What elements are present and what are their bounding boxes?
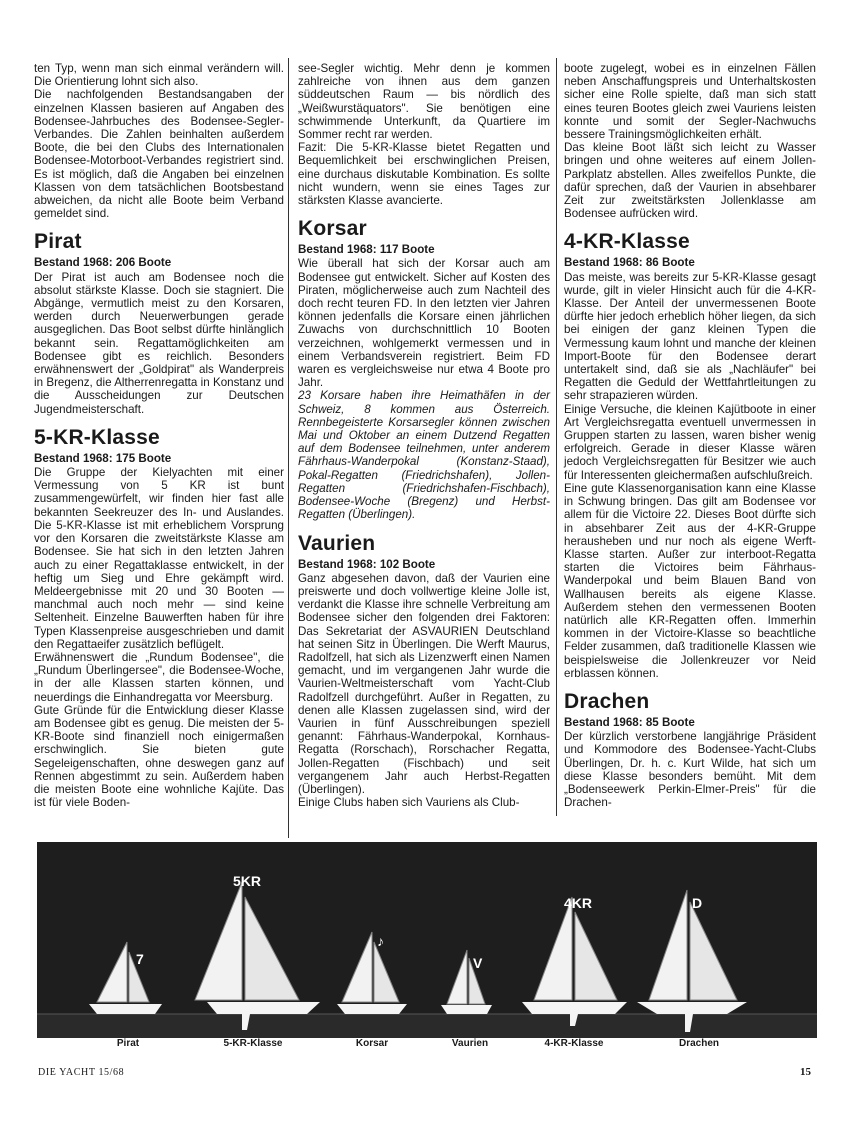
sail-mark-4kr: 4KR	[564, 895, 593, 911]
caption-drachen: Drachen	[678, 1038, 719, 1049]
body-paragraph: Das kleine Boot läßt sich leicht zu Wasser bringen und ohne weiteres auf einem Jollen-Parkplatz abstellen. Alles zweifellos Punkte, die dafür sprechen, daß der Vaurien in absehbarer Zeit zur zweitstärksten Jollenklasse am Bodensee aufrücken wird.	[564, 141, 816, 221]
body-paragraph: Erwähnenswert die „Rundum Bodensee", die „Rundum Überlingersee", die Bodensee-Woche, in der alle Klassen starten können, und neuerdings die Einhandregatta vor Meersburg.	[34, 650, 284, 704]
intro-paragraph: ten Typ, wenn man sich einmal verändern will. Die Orientierung lohnt sich also.	[34, 62, 284, 89]
sail-mark-5kr: 5KR	[233, 873, 262, 889]
body-paragraph: see-Segler wichtig. Mehr denn je kommen zahlreiche von ihnen aus dem ganzen süddeutschen Raum — bis nördlich des „Weißwurstäquators". Sie benötigen eine schwimmende Unterkunft, da Quartiere im Sommer recht rar werden.	[298, 62, 550, 142]
caption-pirat: Pirat	[116, 1038, 140, 1049]
body-paragraph: 23 Korsare haben ihre Heimathäfen in der Schweiz, 8 kommen aus Österreich. Rennbegeisterte Korsarsegler können zwischen Mai und Oktober an einem Dutzend Regatten auf dem Bodensee teilnehmen, unter anderem Fährhaus-Wanderpokal (Konstanz-Staad), Pokal-Regatten (Friedrichshafen), Jollen-Regatten (Friedrichshafen-Fischbach), Bodensee-Woche (Bregenz) und Herbst-Regatten (Überlingen).	[298, 389, 550, 522]
body-paragraph: Wie überall hat sich der Korsar auch am Bodensee gut entwickelt. Sicher auf Kosten des Piraten, möglicherweise auch zum Nachteil des doch recht teuren FD. In den letzten vier Jahren können jedenfalls die Korsare einen jährlichen Zuwachs von durchschnittlich 10 Booten verzeichnen, wohlgemerkt vermessen und in einem Verbandsverein registriert. Beim FD waren es vergleichsweise nur etwa 4 Boote pro Jahr.	[298, 257, 550, 390]
sail-mark-korsar: ♪	[377, 933, 384, 949]
section-subheading-vaurien: Bestand 1968: 102 Boote	[298, 557, 436, 571]
section-heading-pirat: Pirat	[34, 230, 82, 254]
body-paragraph: Der Pirat ist auch am Bodensee noch die absolut stärkste Klasse. Doch sie stagniert. Die Abgänge, vermutlich meist zu den Korsaren, werden durch Neuerwerbungen gerade ausgeglichen. Das Boot selbst dürfte hinlänglich bekannt sein. Regattamöglichkeiten am Bodensee gibt es reichlich. Besonders erwähnenswert der „Goldpirat" als Wanderpreis in Bregenz, die Altherrenregatta in Konstanz und die Ausscheidungen zur Deutschen Jugendmeisterschaft.	[34, 270, 284, 416]
boat-size-illustration	[37, 842, 817, 1038]
section-heading-vaurien: Vaurien	[298, 531, 376, 555]
body-paragraph: Die Gruppe der Kielyachten mit einer Vermessung von 5 KR ist bunt zusammengewürfelt, wir finden hier fast alle bekannten Seekreuzer des In- und Auslandes. Die 5-KR-Klasse ist mit erheblichem Vorsprung vor den Korsaren die zweitstärkste Klasse am Bodensee. Sie hat sich in den letzten Jahren auch zu einer Regattaklasse entwickelt, in der heftig um Sieg und Ehre gekämpft wird. Meldeergebnisse mit 20 und 30 Booten — manchmal auch noch mehr — sind keine Seltenheit. Einzelne Bauwerften haben für ihre Typen Klassenpreise ausgeschrieben und damit den Regattaeifer zusätzlich beflügelt.	[34, 466, 284, 651]
body-paragraph: boote zugelegt, wobei es in einzelnen Fällen neben Anschaffungspreis und Unterhaltskosten sicher eine Rolle spielte, daß man sich statt eines teuren Bootes gleich zwei Vauriens leisten konnte und somit der Segler-Nachwuchs bessere Trainingsmöglichkeiten erhält.	[564, 62, 816, 142]
section-subheading-pirat: Bestand 1968: 206 Boote	[34, 256, 172, 270]
body-paragraph: Das meiste, was bereits zur 5-KR-Klasse gesagt wurde, gilt in vieler Hinsicht auch für die 4-KR-Klasse. Der Anteil der unvermessenen Boote dürfte hier jedoch erheblich höher liegen, da sich bei einigen der ganz kleinen Typen die Vermessung kaum lohnt und manche der kleinen Import-Boote für den Bodensee derart untertakelt sind, daß sie als „Nachläufer" bei Regatten die Geduld der Wettfahrtleitungen zu sehr strapazieren würden.	[564, 270, 816, 403]
body-paragraph: Eine gute Klassenorganisation kann eine Klasse in Schwung bringen. Das gilt am Bodensee vor allem für die Victoire 22. Dieses Boot dürfte sich in absehbarer Zeit aus der 4-KR-Gruppe herausheben und nur noch als eigene Werft-Klasse starten. Außer zur interboot-Regatta starten die Victoires beim Fährhaus-Wanderpokal und beim Blauen Band von Wallhausen bereits als eigene Klasse. Außerdem stehen den vermessenen Booten natürlich alle KR-Regatten offen. Immerhin kommen in der Victoire-Klasse so beachtliche Felder zusammen, daß traditionelle Klassen wie beispielsweise die Jollenkreuzer vor Neid erblassen können.	[564, 481, 816, 680]
section-subheading-korsar: Bestand 1968: 117 Boote	[298, 243, 435, 257]
body-paragraph: Fazit: Die 5-KR-Klasse bietet Regatten und Bequemlichkeit bei erschwinglichen Preisen, eine durchaus diskutable Kombination. Es sollte nicht wundern, wenn sie eines Tages zur stärksten Klasse avancierte.	[298, 141, 550, 208]
section-heading-drachen: Drachen	[564, 689, 650, 713]
sail-mark-drachen: D	[692, 895, 703, 911]
body-paragraph: Der kürzlich verstorbene langjährige Präsident und Kommodore des Bodensee-Yacht-Clubs Überlingen, Dr. h. c. Kurt Wilde, hat sich um diese Klasse besonders bemüht. Mit dem „Bodenseewerk Perkin-Elmer-Preis" für die Drachen-	[564, 730, 816, 810]
column-rule-2	[556, 58, 557, 816]
column-3	[564, 62, 816, 809]
section-subheading-drachen: Bestand 1968: 85 Boote	[564, 715, 695, 729]
column-rule-1	[288, 58, 289, 838]
body-paragraph: Einige Clubs haben sich Vauriens als Club-	[298, 796, 520, 810]
section-heading-4kr: 4-KR-Klasse	[564, 230, 690, 254]
body-paragraph: Ganz abgesehen davon, daß der Vaurien eine preiswerte und doch vollwertige kleine Jolle ist, verdankt die Klasse ihre schnelle Verbreitung am Bodensee sicher den folgenden drei Faktoren: Das Sekretariat der ASVAURIEN Deutschland hat seinen Sitz in Überlingen. Die Werft Maurus, Radolfzell, hat sich als Lizenzwerft einen Namen gemacht, und im vergangenen Jahr wurde die Vaurien-Weltmeisterschaft vom Yacht-Club Radolfzell durchgeführt. Außer in Regatten, zu denen alle Klassen zugelassen sind, wird der Vaurien in fünf Ausschreibungen speziell genannt: Fährhaus-Wanderpokal, Kornhaus-Regatta (Rorschach), Rorschacher Regatta, Jollen-Regatten (Fischbach) und seit vergangenem Jahr auch Herbst-Regatten (Überlingen).	[298, 571, 550, 796]
body-paragraph: Einige Versuche, die kleinen Kajütboote in einer Art Vergleichsregatta eventuell unvermessen in Gruppen starten zu lassen, waren bisher wenig erfolgreich. Gerade in dieser Klasse wären jedoch Vergleichsregatten für Besitzer wie auch für Interessenten gleichermaßen aufschlußreich.	[564, 402, 816, 482]
caption-korsar: Korsar	[355, 1038, 389, 1049]
body-paragraph: Gute Gründe für die Entwicklung dieser Klasse am Bodensee gibt es genug. Die meisten der 5-KR-Boote sind finanziell noch einigermaßen erschwinglich. Sie bieten gute Segeleigenschaften, ohne deswegen ganz auf Rennen abgestimmt zu sein. Außerdem haben die meisten Boote eine wohnliche Kajüte. Das ist für viele Boden-	[34, 703, 284, 810]
section-subheading-4kr: Bestand 1968: 86 Boote	[564, 256, 695, 270]
publication-footer: DIE YACHT 15/68	[38, 1067, 125, 1078]
caption-vaurien: Vaurien	[451, 1038, 489, 1049]
column-2	[298, 62, 550, 809]
sail-mark-vaurien: V	[473, 955, 483, 971]
caption-5kr: 5-KR-Klasse	[223, 1038, 283, 1049]
intro-paragraph: Die nachfolgenden Bestandsangaben der einzelnen Klassen basieren auf Angaben des Bodensee-Jahrbuches des Bodensee-Segler-Verbandes. Die Zahlen beinhalten außerdem Boote, die bei den Clubs des Internationalen Bodensee-Motorboot-Verbandes registriert sind. Es ist möglich, daß die Angaben bei einzelnen Klassen von dem tatsächlichen Bootsbestand abweichen, da nicht alle Boote beim Verband gemeldet sind.	[34, 88, 284, 221]
sail-mark-pirat: 7	[136, 951, 144, 967]
page-number: 15	[800, 1066, 811, 1078]
section-heading-5kr: 5-KR-Klasse	[34, 425, 160, 449]
section-heading-korsar: Korsar	[298, 217, 367, 241]
section-subheading-5kr: Bestand 1968: 175 Boote	[34, 451, 172, 465]
column-1	[34, 62, 284, 809]
boats-drawing	[37, 842, 817, 1038]
caption-4kr: 4-KR-Klasse	[544, 1038, 604, 1049]
